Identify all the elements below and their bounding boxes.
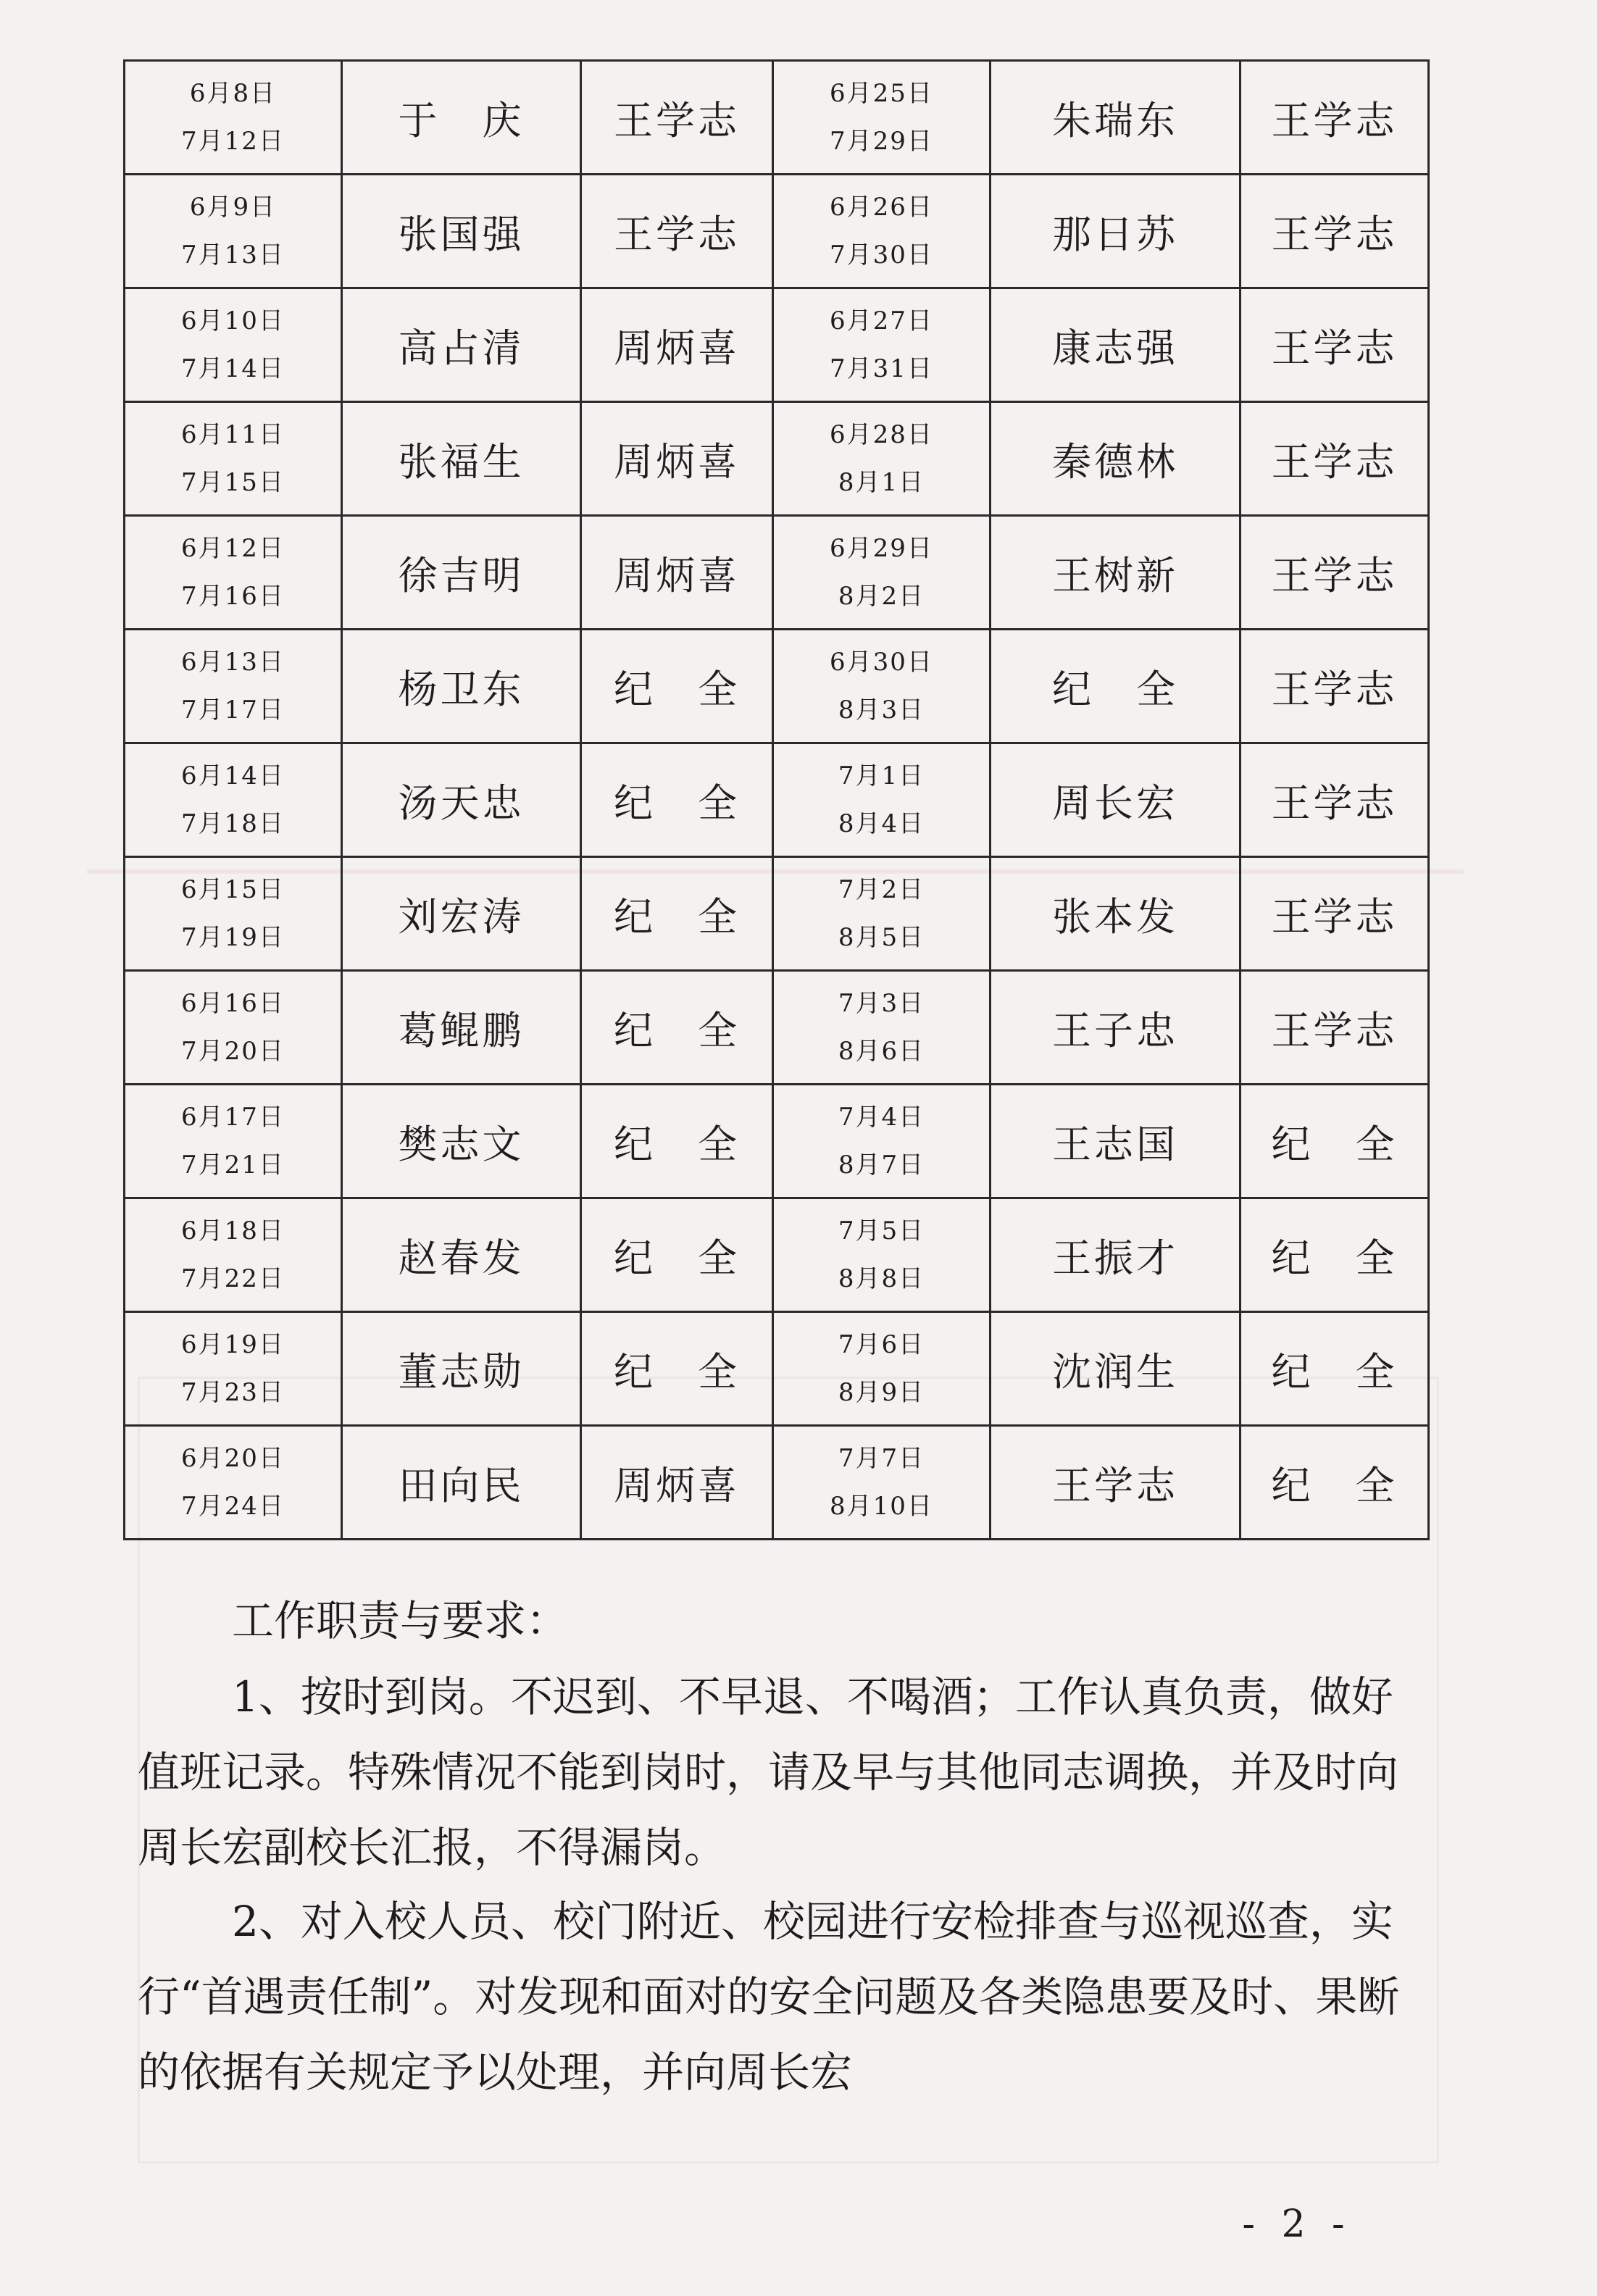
date-text: 7月17日 xyxy=(181,696,285,725)
duty-date-cell xyxy=(773,288,991,402)
name-text: 樊志文 xyxy=(398,1121,525,1167)
name-text: 纪 全 xyxy=(614,666,740,712)
staff-name-cell xyxy=(342,857,581,971)
date-text: 7月3日 xyxy=(838,989,925,1018)
name-text: 王志国 xyxy=(1052,1121,1178,1167)
page-number: - 2 - xyxy=(1242,2203,1352,2246)
date-text: 6月26日 xyxy=(830,193,933,222)
staff-name-cell xyxy=(342,61,581,175)
name-text: 高占清 xyxy=(398,325,525,371)
duty-date-cell xyxy=(773,175,991,288)
leader-name-cell xyxy=(581,61,773,175)
leader-name-cell xyxy=(1241,1426,1429,1540)
date-text: 6月27日 xyxy=(830,306,933,335)
name-text: 康志强 xyxy=(1052,325,1178,371)
name-text: 赵春发 xyxy=(398,1235,525,1281)
duty-roster-body xyxy=(125,61,1429,1540)
date-text: 8月9日 xyxy=(838,1378,925,1407)
name-text: 周炳喜 xyxy=(614,1462,740,1508)
name-text: 朱瑞东 xyxy=(1052,97,1178,143)
date-text: 6月13日 xyxy=(181,648,285,677)
leader-name-cell xyxy=(1241,516,1429,630)
date-text: 7月13日 xyxy=(181,241,285,270)
date-text: 6月16日 xyxy=(181,989,285,1018)
name-text: 秦德林 xyxy=(1052,438,1178,485)
date-text: 7月1日 xyxy=(838,761,925,790)
name-text: 葛鲲鹏 xyxy=(398,1007,525,1053)
leader-name-cell xyxy=(581,1312,773,1426)
name-text: 王学志 xyxy=(1271,438,1398,485)
staff-name-cell xyxy=(342,630,581,743)
name-text: 田向民 xyxy=(398,1462,525,1508)
name-text: 张本发 xyxy=(1052,893,1178,940)
name-text: 纪 全 xyxy=(614,780,740,826)
date-text: 8月6日 xyxy=(838,1037,925,1066)
name-text: 纪 全 xyxy=(614,1007,740,1053)
name-text: 沈润生 xyxy=(1052,1348,1178,1395)
leader-name-cell xyxy=(1241,630,1429,743)
name-text: 汤天忠 xyxy=(398,780,525,826)
name-text: 纪 全 xyxy=(1271,1348,1398,1395)
staff-name-cell xyxy=(342,516,581,630)
table-row xyxy=(125,61,1429,175)
leader-name-cell xyxy=(581,175,773,288)
name-text: 于 庆 xyxy=(398,97,525,143)
table-row xyxy=(125,1085,1429,1198)
name-text: 王树新 xyxy=(1052,552,1178,598)
name-text: 王学志 xyxy=(1271,893,1398,940)
date-text: 7月18日 xyxy=(181,809,285,838)
date-text: 6月25日 xyxy=(830,79,933,108)
staff-name-cell xyxy=(991,971,1241,1085)
staff-name-cell xyxy=(991,743,1241,857)
staff-name-cell xyxy=(342,1198,581,1312)
leader-name-cell xyxy=(581,1426,773,1540)
leader-name-cell xyxy=(581,1198,773,1312)
duty-date-cell xyxy=(773,402,991,516)
date-text: 6月8日 xyxy=(189,79,277,108)
leader-name-cell xyxy=(1241,857,1429,971)
leader-name-cell xyxy=(1241,743,1429,857)
duty-date-cell xyxy=(125,1312,342,1426)
table-row xyxy=(125,971,1429,1085)
duty-date-cell xyxy=(125,743,342,857)
date-text: 7月29日 xyxy=(830,127,933,156)
duty-date-cell xyxy=(773,743,991,857)
name-text: 徐吉明 xyxy=(398,552,525,598)
leader-name-cell xyxy=(1241,1085,1429,1198)
duty-date-cell xyxy=(125,175,342,288)
date-text: 7月2日 xyxy=(838,875,925,904)
leader-name-cell xyxy=(1241,1312,1429,1426)
date-text: 7月22日 xyxy=(181,1264,285,1293)
date-text: 7月30日 xyxy=(830,241,933,270)
name-text: 王学志 xyxy=(614,211,740,257)
leader-name-cell xyxy=(1241,175,1429,288)
name-text: 周炳喜 xyxy=(614,552,740,598)
name-text: 王学志 xyxy=(1271,552,1398,598)
name-text: 那日苏 xyxy=(1052,211,1178,257)
name-text: 周炳喜 xyxy=(614,438,740,485)
name-text: 王学志 xyxy=(1271,1007,1398,1053)
date-text: 8月2日 xyxy=(838,582,925,611)
name-text: 王学志 xyxy=(614,97,740,143)
duty-date-cell xyxy=(773,630,991,743)
name-text: 王子忠 xyxy=(1052,1007,1178,1053)
duty-date-cell xyxy=(773,857,991,971)
date-text: 7月24日 xyxy=(181,1492,285,1521)
name-text: 王学志 xyxy=(1271,666,1398,712)
requirement-item-2 xyxy=(138,1884,1413,2110)
duty-date-cell xyxy=(773,516,991,630)
date-text: 7月31日 xyxy=(830,354,933,383)
date-text: 6月30日 xyxy=(830,648,933,677)
requirement-item-1-text: 1、按时到岗。不迟到、不早退、不喝酒；工作认真负责，做好值班记录。特殊情况不能到岗时，请及早与其他同志调换，并及时向周长宏副校长汇报，不得漏岗。 xyxy=(138,1672,1399,1872)
date-text: 6月15日 xyxy=(181,875,285,904)
date-text: 8月3日 xyxy=(838,696,925,725)
date-text: 8月1日 xyxy=(838,468,925,497)
name-text: 纪 全 xyxy=(614,1121,740,1167)
staff-name-cell xyxy=(991,1198,1241,1312)
table-row xyxy=(125,857,1429,971)
date-text: 7月12日 xyxy=(181,127,285,156)
staff-name-cell xyxy=(991,288,1241,402)
staff-name-cell xyxy=(342,971,581,1085)
leader-name-cell xyxy=(581,288,773,402)
date-text: 6月10日 xyxy=(181,306,285,335)
staff-name-cell xyxy=(342,743,581,857)
date-text: 8月5日 xyxy=(838,923,925,952)
duty-date-cell xyxy=(773,1198,991,1312)
date-text: 7月14日 xyxy=(181,354,285,383)
duty-date-cell xyxy=(773,61,991,175)
table-row xyxy=(125,288,1429,402)
duty-date-cell xyxy=(125,1198,342,1312)
date-text: 8月10日 xyxy=(830,1492,933,1521)
requirements-heading: 工作职责与要求： xyxy=(232,1596,569,1645)
date-text: 8月8日 xyxy=(838,1264,925,1293)
duty-date-cell xyxy=(773,1312,991,1426)
date-text: 6月28日 xyxy=(830,420,933,449)
table-row xyxy=(125,1198,1429,1312)
date-text: 7月4日 xyxy=(838,1103,925,1132)
date-text: 6月11日 xyxy=(181,420,285,449)
date-text: 6月19日 xyxy=(181,1330,285,1359)
name-text: 周长宏 xyxy=(1052,780,1178,826)
duty-date-cell xyxy=(773,971,991,1085)
table-row xyxy=(125,1426,1429,1540)
date-text: 7月5日 xyxy=(838,1216,925,1245)
name-text: 王学志 xyxy=(1271,97,1398,143)
duty-roster-table xyxy=(123,59,1430,1540)
name-text: 董志勋 xyxy=(398,1348,525,1395)
date-text: 7月16日 xyxy=(181,582,285,611)
duty-date-cell xyxy=(125,857,342,971)
name-text: 纪 全 xyxy=(614,1348,740,1395)
date-text: 6月14日 xyxy=(181,761,285,790)
name-text: 周炳喜 xyxy=(614,325,740,371)
date-text: 7月7日 xyxy=(838,1444,925,1473)
staff-name-cell xyxy=(991,1426,1241,1540)
name-text: 纪 全 xyxy=(1052,666,1178,712)
staff-name-cell xyxy=(991,402,1241,516)
date-text: 7月21日 xyxy=(181,1151,285,1180)
date-text: 7月20日 xyxy=(181,1037,285,1066)
name-text: 王学志 xyxy=(1271,325,1398,371)
staff-name-cell xyxy=(991,857,1241,971)
name-text: 纪 全 xyxy=(1271,1235,1398,1281)
date-text: 6月29日 xyxy=(830,534,933,563)
requirement-item-2-text: 2、对入校人员、校门附近、校园进行安检排查与巡视巡查，实行“首遇责任制”。对发现和面对的安全问题及各类隐患要及时、果断的依据有关规定予以处理，并向周长宏 xyxy=(138,1897,1400,2097)
name-text: 王学志 xyxy=(1271,780,1398,826)
leader-name-cell xyxy=(581,402,773,516)
staff-name-cell xyxy=(342,1426,581,1540)
leader-name-cell xyxy=(581,971,773,1085)
staff-name-cell xyxy=(991,1312,1241,1426)
name-text: 张福生 xyxy=(398,438,525,485)
name-text: 王学志 xyxy=(1271,211,1398,257)
date-text: 7月6日 xyxy=(838,1330,925,1359)
table-row xyxy=(125,1312,1429,1426)
date-text: 6月20日 xyxy=(181,1444,285,1473)
duty-date-cell xyxy=(125,402,342,516)
leader-name-cell xyxy=(581,630,773,743)
duty-date-cell xyxy=(773,1085,991,1198)
table-row xyxy=(125,175,1429,288)
staff-name-cell xyxy=(342,288,581,402)
leader-name-cell xyxy=(1241,61,1429,175)
table-row xyxy=(125,743,1429,857)
name-text: 刘宏涛 xyxy=(398,893,525,940)
duty-date-cell xyxy=(125,1085,342,1198)
name-text: 杨卫东 xyxy=(398,666,525,712)
duty-date-cell xyxy=(125,516,342,630)
staff-name-cell xyxy=(991,175,1241,288)
name-text: 纪 全 xyxy=(614,893,740,940)
leader-name-cell xyxy=(581,743,773,857)
staff-name-cell xyxy=(991,630,1241,743)
date-text: 6月18日 xyxy=(181,1216,285,1245)
name-text: 纪 全 xyxy=(614,1235,740,1281)
leader-name-cell xyxy=(581,857,773,971)
name-text: 张国强 xyxy=(398,211,525,257)
date-text: 7月23日 xyxy=(181,1378,285,1407)
name-text: 纪 全 xyxy=(1271,1121,1398,1167)
staff-name-cell xyxy=(342,1085,581,1198)
leader-name-cell xyxy=(1241,971,1429,1085)
date-text: 7月19日 xyxy=(181,923,285,952)
leader-name-cell xyxy=(1241,402,1429,516)
staff-name-cell xyxy=(991,1085,1241,1198)
duty-date-cell xyxy=(773,1426,991,1540)
duty-date-cell xyxy=(125,971,342,1085)
date-text: 6月9日 xyxy=(189,193,277,222)
table-row xyxy=(125,516,1429,630)
name-text: 纪 全 xyxy=(1271,1462,1398,1508)
leader-name-cell xyxy=(1241,1198,1429,1312)
leader-name-cell xyxy=(581,1085,773,1198)
table-row xyxy=(125,630,1429,743)
duty-date-cell xyxy=(125,288,342,402)
requirement-item-1 xyxy=(138,1659,1413,1885)
leader-name-cell xyxy=(1241,288,1429,402)
name-text: 王振才 xyxy=(1052,1235,1178,1281)
leader-name-cell xyxy=(581,516,773,630)
date-text: 6月17日 xyxy=(181,1103,285,1132)
staff-name-cell xyxy=(342,1312,581,1426)
date-text: 8月7日 xyxy=(838,1151,925,1180)
staff-name-cell xyxy=(342,175,581,288)
name-text: 王学志 xyxy=(1052,1462,1178,1508)
duty-date-cell xyxy=(125,630,342,743)
duty-date-cell xyxy=(125,61,342,175)
duty-date-cell xyxy=(125,1426,342,1540)
date-text: 8月4日 xyxy=(838,809,925,838)
staff-name-cell xyxy=(991,516,1241,630)
date-text: 7月15日 xyxy=(181,468,285,497)
table-row xyxy=(125,402,1429,516)
staff-name-cell xyxy=(991,61,1241,175)
date-text: 6月12日 xyxy=(181,534,285,563)
staff-name-cell xyxy=(342,402,581,516)
